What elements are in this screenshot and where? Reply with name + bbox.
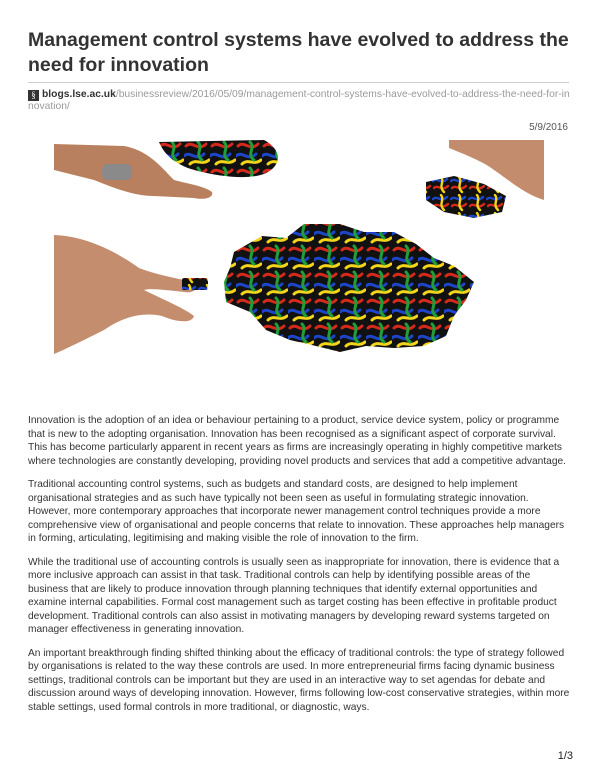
held-pieces-top [159,140,278,177]
source-url[interactable] [28,89,570,113]
source-site[interactable]: blogs.lse.ac.uk [42,89,116,100]
paragraph: Traditional accounting control systems, such as budgets and standard costs, are designed to help implement organisational strategies and as such have typically not been seen as useful in formulating strategic innovation. However, more contemporary approaches that incorporate newer management control techniques provide a more comprehensive view of organisational and people concerns that relate to innovation. These approaches help managers in forming, articulating, legitimising and making visible the role of innovation to the firm. [28,479,565,544]
title-divider [28,82,569,83]
paragraph: Innovation is the adoption of an idea or behaviour pertaining to a product, service device system, policy or programme that is new to the adopting organisation. Innovation has been recognised as a significant aspect of corporate survival. This has become particularly apparent in recent years as firms are increasingly operating in highly competitive markets where technologies are constantly developing, providing novel products and services that add a competitive advantage. [28,415,567,467]
wristwatch [102,164,132,180]
page-number: 1/3 [557,750,573,762]
publish-date: 5/9/2016 [529,122,568,133]
small-piece-cluster [426,176,506,218]
site-logo-icon: § [28,90,39,101]
article-body [28,414,573,724]
paragraph: While the traditional use of accounting controls is usually seen as inappropriate for innovation, there is evidence that a more inclusive approach can assist in that task. Traditional controls can help by identifying possible areas of the business that are likely to produce innovation through planning techniques that identify external opportunities and examine internal capabilities. Formal cost management such as target costing has been effective in profitable product development. Traditional controls can also assist in motivating managers by developing reward systems targeted on manager effectiveness in generating innovation. [28,556,560,635]
source-path[interactable]: /businessreview/2016/05/09/management-control-systems-have-evolved-to-address-the-need-for-innovation/ [28,89,570,112]
left-pointing-hand [54,235,196,354]
held-piece-left [182,278,208,290]
hero-image [54,140,544,390]
puzzle-hands-illustration [54,140,544,390]
puzzle-mass [224,224,474,352]
article-title: Management control systems have evolved to address the need for innovation [28,29,569,76]
paragraph: An important breakthrough finding shifted thinking about the efficacy of traditional controls: the type of strategy followed by organisations is related to the way these controls are used. In more entrepreneurial firms facing dynamic business settings, traditional controls can be important but they are used in an interactive way to set agendas for debate and discussion around ways of developing innovation. However, firms following low-cost conservative strategies, within more stable settings, used formal controls in more traditional, or diagnostic, ways. [28,647,570,713]
